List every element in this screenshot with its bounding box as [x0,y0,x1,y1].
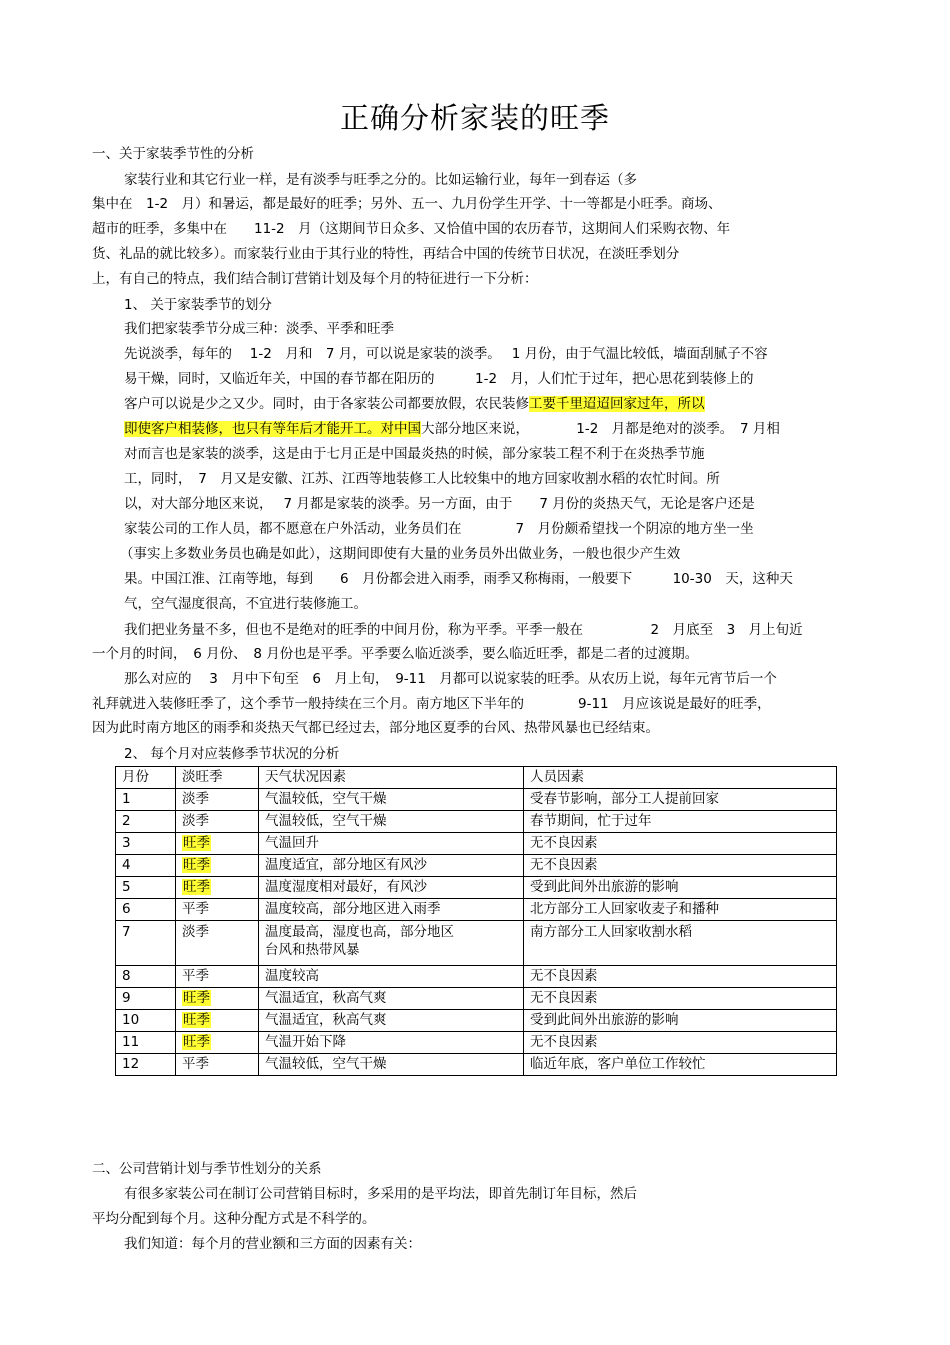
table-row [116,877,837,899]
subsection-heading-1: 1、 关于家装季节的划分 [124,297,272,313]
table-row [116,855,837,877]
highlighted-text: 旺季 [183,1034,210,1050]
section-heading-2: 二、公司营销计划与季节性划分的关系 [92,1161,322,1177]
paragraph-line: 礼拜就进入装修旺季了，这个季节一般持续在三个月。南方地区下半年的 9-11 月应该说是最好的旺季， [92,696,771,712]
table-cell: 平季 [176,1054,259,1076]
table-header-cell: 天气状况因素 [259,767,524,789]
table-row [116,833,837,855]
highlighted-text: 旺季 [183,1012,210,1028]
paragraph-line: 工，同时， 7 月又是安徽、江苏、江西等地装修工人比较集中的地方回家收割水稻的农忙时间。所 [124,471,720,487]
paragraph-line: 即使客户相装修，也只有等年后才能开工。对中国大部分地区来说， 1-2 月都是绝对的淡季。 7 月相 [124,421,780,437]
table-row [116,789,837,811]
table-cell [176,988,259,1010]
table-cell: 临近年底，客户单位工作较忙 [524,1054,837,1076]
table-cell: 无不良因素 [524,966,837,988]
table-cell [176,877,259,899]
table-row [116,811,837,833]
paragraph-line: 气，空气湿度很高，不宜进行装修施工。 [124,596,367,612]
table-cell: 气温开始下降 [259,1032,524,1054]
section-heading-1: 一、关于家装季节性的分析 [92,146,254,162]
paragraph-line: 一个月的时间， 6 月份、 8 月份也是平季。平季要么临近淡季，要么临近旺季，都是二者的过渡期。 [92,646,699,662]
table-cell: 北方部分工人回家收麦子和播种 [524,899,837,921]
paragraph-line: 对而言也是家装的淡季，这是由于七月正是中国最炎热的时候，部分家装工程不利于在炎热季节施 [124,446,705,462]
table-cell [176,1032,259,1054]
paragraph-line: 货、礼品的就比较多）。而家装行业由于其行业的特性，再结合中国的传统节日状况，在淡旺季划分 [92,246,680,262]
paragraph-line: 以，对大部分地区来说， 7 月都是家装的淡季。另一方面，由于 7 月份的炎热天气，无论是客户还是 [124,496,755,512]
table-cell: 气温较低，空气干燥 [259,789,524,811]
table-cell: 淡季 [176,921,259,966]
table-row [116,966,837,988]
table-header-row [116,767,837,789]
table-header-cell: 人员因素 [524,767,837,789]
table-cell: 受到此间外出旅游的影响 [524,877,837,899]
table-cell: 淡季 [176,811,259,833]
table-header-cell: 月份 [116,767,176,789]
table-cell [176,1010,259,1032]
paragraph-line: 客户可以说是少之又少。同时，由于各家装公司都要放假，农民装修工要千里迢迢回家过年，所以 [124,396,705,412]
table-cell: 2 [116,811,176,833]
table-cell [176,833,259,855]
table-header-cell: 淡旺季 [176,767,259,789]
highlighted-text: 工要千里迢迢回家过年，所以 [529,396,705,412]
paragraph-line: 家装行业和其它行业一样，是有淡季与旺季之分的。比如运输行业，每年一到春运（多 [124,172,637,188]
paragraph-line: 易干燥，同时，又临近年关，中国的春节都在阳历的 1-2 月，人们忙于过年，把心思花到装修上的 [124,371,754,387]
paragraph-line: 家装公司的工作人员，都不愿意在户外活动，业务员们在 7 月份颇希望找一个阴凉的地方坐一坐 [124,521,754,537]
table-cell: 5 [116,877,176,899]
table-cell: 无不良因素 [524,833,837,855]
table-cell: 气温回升 [259,833,524,855]
page-title: 正确分析家装的旺季 [339,101,610,135]
highlighted-text: 即使客户相装修，也只有等年后才能开工。对中国 [124,421,421,437]
table-cell: 7 [116,921,176,966]
table-cell: 平季 [176,966,259,988]
table-cell: 受春节影响，部分工人提前回家 [524,789,837,811]
paragraph-line: 先说淡季，每年的 1-2 月和 7 月，可以说是家装的淡季。 1 月份，由于气温比较低，墙面刮腻子不容 [124,346,768,362]
paragraph-line: 超市的旺季，多集中在 11-2 月（这期间节日众多、又恰值中国的农历春节，这期间人们采购衣物、年 [92,221,731,237]
paragraph-line: 集中在 1-2 月）和暑运，都是最好的旺季；另外、五一、九月份学生开学、十一等都是小旺季。商场、 [92,196,722,212]
paragraph-line: 那么对应的 3 月中下旬至 6 月上旬， 9-11 月都可以说家装的旺季。从农历上说，每年元宵节后一个 [124,671,777,687]
table-cell: 温度最高，湿度也高，部分地区 台风和热带风暴 [259,921,524,966]
table-cell: 11 [116,1032,176,1054]
table-row [116,899,837,921]
table-cell: 3 [116,833,176,855]
table-cell: 气温较低，空气干燥 [259,1054,524,1076]
table-cell: 温度适宜，部分地区有风沙 [259,855,524,877]
table-cell: 平季 [176,899,259,921]
table-cell: 10 [116,1010,176,1032]
paragraph-line: 我们知道：每个月的营业额和三方面的因素有关： [124,1236,421,1252]
table-row [116,1054,837,1076]
paragraph-line: （事实上多数业务员也确是如此），这期间即使有大量的业务员外出做业务，一般也很少产生效 [120,546,681,562]
paragraph-line: 上，有自己的特点，我们结合制订营销计划及每个月的特征进行一下分析： [92,271,538,287]
highlighted-text: 旺季 [183,879,210,895]
table-cell: 温度湿度相对最好，有风沙 [259,877,524,899]
highlighted-text: 旺季 [183,835,210,851]
table-cell: 6 [116,899,176,921]
table-row [116,1032,837,1054]
table-cell: 无不良因素 [524,988,837,1010]
table-cell [176,855,259,877]
highlighted-text: 旺季 [183,990,210,1006]
table-cell: 气温较低，空气干燥 [259,811,524,833]
table-cell: 无不良因素 [524,1032,837,1054]
table-cell: 4 [116,855,176,877]
table-cell: 南方部分工人回家收割水稻 [524,921,837,966]
table-cell: 受到此间外出旅游的影响 [524,1010,837,1032]
table-cell: 9 [116,988,176,1010]
paragraph-line: 有很多家装公司在制订公司营销目标时，多采用的是平均法，即首先制订年目标，然后 [124,1186,637,1202]
table-row [116,921,837,966]
paragraph-line: 平均分配到每个月。这种分配方式是不科学的。 [92,1211,376,1227]
paragraph-line: 我们把业务量不多，但也不是绝对的旺季的中间月份，称为平季。平季一般在 2 月底至 3 月上旬近 [124,622,803,638]
table-cell: 8 [116,966,176,988]
table-cell: 淡季 [176,789,259,811]
table-cell: 温度较高 [259,966,524,988]
table-cell: 12 [116,1054,176,1076]
table-cell: 春节期间，忙于过年 [524,811,837,833]
paragraph-line: 我们把家装季节分成三种：淡季、平季和旺季 [124,321,394,337]
table-cell: 1 [116,789,176,811]
subsection-heading-2: 2、 每个月对应装修季节状况的分析 [124,746,340,762]
table-row [116,1010,837,1032]
table-cell: 气温适宜，秋高气爽 [259,988,524,1010]
table-cell: 温度较高，部分地区进入雨季 [259,899,524,921]
season-table [115,766,837,1076]
paragraph-line: 果。中国江淮、江南等地，每到 6 月份都会进入雨季，雨季又称梅雨，一般要下 10-30 天，这种天 [124,571,793,587]
table-cell: 无不良因素 [524,855,837,877]
highlighted-text: 旺季 [183,857,210,873]
table-cell: 气温适宜，秋高气爽 [259,1010,524,1032]
table-row [116,988,837,1010]
paragraph-line: 因为此时南方地区的雨季和炎热天气都已经过去，部分地区夏季的台风、热带风暴也已经结束。 [92,720,659,736]
